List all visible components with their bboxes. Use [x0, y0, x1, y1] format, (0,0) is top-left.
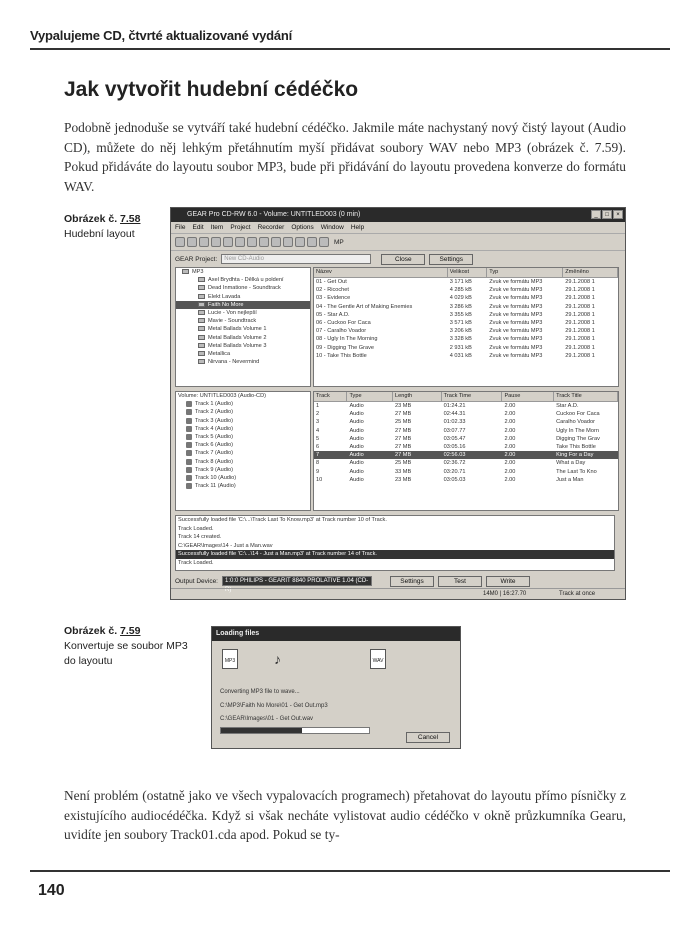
track-item-label: Track 8 (Audio) [195, 458, 234, 465]
file-cell: 29.1.2008 1 [565, 336, 595, 343]
track-item-label: Track 9 (Audio) [195, 466, 234, 473]
track-cell: 10 [316, 476, 323, 483]
track-cell: 27 MB [395, 411, 412, 418]
file-cell: Zvuk ve formátu MP3 [489, 328, 543, 335]
file-cell: 08 - Ugly In The Morning [316, 336, 378, 343]
tree-item-label: Faith No More [208, 301, 244, 308]
progress-fill [221, 728, 302, 733]
file-cell: 05 - Star A.D. [316, 311, 350, 318]
track-cell: 5 [316, 435, 320, 442]
track-cell: 2.00 [504, 435, 516, 442]
file-row[interactable] [314, 311, 618, 319]
tree-item-label: Metal Ballads Volume 1 [208, 326, 267, 333]
page-number: 140 [38, 882, 65, 899]
menu-file[interactable]: File [175, 224, 186, 231]
tree-item[interactable] [176, 293, 310, 301]
track-cell: 1 [316, 403, 320, 409]
file-row[interactable] [314, 352, 618, 360]
track-cell: 23 MB [395, 403, 412, 409]
track-row[interactable] [314, 435, 618, 443]
file-cell: Zvuk ve formátu MP3 [489, 344, 543, 351]
output-row [175, 575, 619, 593]
track-cell: 9 [316, 468, 320, 475]
tree-item[interactable] [176, 284, 310, 292]
folder-icon [198, 343, 205, 348]
file-cell: 29.1.2008 1 [565, 279, 595, 285]
folder-icon [198, 285, 205, 290]
track-cell: The Last To Kno [556, 468, 597, 475]
menu-item[interactable]: Item [210, 224, 224, 231]
menu-bar [171, 222, 625, 234]
new-icon[interactable] [175, 237, 185, 247]
log-line: Track Loaded. [178, 525, 214, 532]
gear-app-window [170, 207, 626, 600]
track-cell: What a Day [556, 460, 586, 467]
file-cell: 3 355 kB [449, 311, 472, 318]
print-icon[interactable] [211, 237, 221, 247]
log-line: Track 14 created. [178, 534, 222, 540]
track-column-header[interactable]: Pause [502, 392, 554, 401]
track-cell: 7 [316, 452, 320, 459]
track-item-label: Track 4 (Audio) [195, 425, 234, 432]
tree-item[interactable] [176, 301, 310, 309]
track-cell: 2.00 [504, 427, 516, 434]
track-item[interactable] [176, 474, 310, 482]
track-cell: Audio [349, 403, 364, 409]
track-item[interactable] [176, 417, 310, 425]
track-cell: 8 [316, 460, 320, 467]
track-cell: Ugly In The Morn [556, 427, 599, 434]
tree-item-label: Dead Inmatione - Soundtrack [208, 285, 281, 292]
open-icon[interactable] [187, 237, 197, 247]
file-cell: Zvuk ve formátu MP3 [489, 295, 543, 302]
menu-project[interactable]: Project [230, 224, 251, 231]
audio-track-icon [186, 475, 192, 481]
track-cell: 02:36.72 [443, 460, 466, 467]
cut-icon[interactable] [223, 237, 233, 247]
track-column-header[interactable]: Track [314, 392, 347, 401]
file-cell: Zvuk ve formátu MP3 [489, 311, 543, 318]
track-row[interactable] [314, 476, 618, 484]
folder-icon [198, 294, 205, 299]
tree-item[interactable] [176, 358, 310, 366]
track-cell: 2.00 [504, 452, 516, 459]
track-column-header[interactable]: Track Time [442, 392, 503, 401]
track-cell: 2.00 [504, 411, 516, 418]
track-row[interactable] [314, 410, 618, 418]
file-cell: 29.1.2008 1 [565, 344, 595, 351]
status-mode: Track at once [559, 591, 596, 597]
track-tree [175, 391, 311, 511]
track-cell: 03:05.16 [443, 443, 466, 450]
folder-icon [198, 302, 205, 307]
wav-file-icon [370, 649, 386, 669]
paragraph-continued: Není problém (ostatně jako ve všech vypalovacích programech) přetahovat do layoutu přímo písničky z existujícího audiocédéčka. Když si však necháte vylistovat audio cédéčko v okně průzkumníka Gearu, uvidíte jen soubory Track01.cda apod. Pokud se ty- [64, 788, 626, 842]
maximize-icon[interactable]: □ [602, 210, 612, 219]
log-pane [175, 515, 615, 571]
tree-item[interactable] [176, 350, 310, 358]
audio-track-icon [186, 418, 192, 424]
track-row[interactable] [314, 418, 618, 426]
track-cell: 27 MB [395, 443, 412, 450]
project-label: GEAR Project: [175, 255, 218, 263]
track-cell: 03:20.71 [443, 468, 466, 475]
track-item-label: Track 7 (Audio) [195, 450, 234, 457]
track-cell: 23 MB [395, 476, 412, 483]
properties-icon[interactable] [307, 237, 317, 247]
folder-icon [198, 318, 205, 323]
track-cell: 2.00 [504, 476, 516, 483]
file-cell: Zvuk ve formátu MP3 [489, 319, 543, 326]
output-device-select[interactable]: 1:0:0 PHILIPS - GEARIT 8840 PROLATIVE 1.04 (CD-R) [222, 576, 372, 586]
audio-track-icon [186, 434, 192, 440]
erase-icon[interactable] [283, 237, 293, 247]
track-cell: 33 MB [395, 468, 412, 475]
audio-track-icon [186, 450, 192, 456]
tree-item-label: Nirvana - Nevermind [208, 359, 260, 366]
log-line: C:\GEAR\Images\14 - Just a Man.wav [178, 542, 273, 549]
track-list [313, 391, 619, 511]
tree-item[interactable] [176, 317, 310, 325]
menu-window[interactable]: Window [320, 224, 344, 231]
file-cell: 10 - Take This Bottle [316, 352, 367, 359]
track-cell: Caralho Voador [556, 419, 595, 426]
track-item[interactable] [176, 449, 310, 457]
track-cell: 02:44.31 [443, 411, 466, 418]
track-cell: Audio [349, 476, 364, 483]
file-row[interactable] [314, 286, 618, 294]
track-cell: 27 MB [395, 435, 412, 442]
track-cell: Audio [349, 443, 364, 450]
tree-item-label: MP3 [192, 269, 204, 275]
audio-track-icon [186, 483, 192, 489]
track-cell: Just a Man [556, 476, 584, 483]
tree-item-label: Metal Ballads Volume 2 [208, 334, 267, 341]
folder-icon [198, 359, 205, 364]
folder-icon [182, 269, 189, 274]
track-item-label: Track 1 (Audio) [195, 401, 234, 408]
track-cell: 4 [316, 427, 320, 434]
audio-track-icon [186, 459, 192, 465]
file-column-header[interactable]: Název [314, 268, 448, 277]
file-cell: Zvuk ve formátu MP3 [489, 336, 543, 343]
file-cell: 29.1.2008 1 [565, 311, 595, 318]
file-cell: 3 171 kB [449, 279, 472, 285]
source-path: C:\MP3\Faith No More\01 - Get Out.mp3 [220, 703, 328, 709]
track-row[interactable] [314, 402, 618, 410]
tree-item-label: Metal Ballads Volume 3 [208, 342, 267, 349]
running-header: Vypalujeme CD, čtvrté aktualizované vydání [30, 28, 293, 43]
file-cell: Zvuk ve formátu MP3 [489, 303, 543, 310]
track-cell: Audio [349, 435, 364, 442]
save-icon[interactable] [199, 237, 209, 247]
audio-track-icon [186, 426, 192, 432]
audio-track-icon [186, 467, 192, 473]
track-row[interactable] [314, 468, 618, 476]
tree-item-label: Elekt Lavada [208, 293, 241, 300]
copy-icon[interactable] [235, 237, 245, 247]
progress-message: Converting MP3 file to wave... [220, 689, 300, 695]
tree-item-label: Axel Brydhta - Dělká u poldení [208, 277, 284, 284]
tree-item-label: Mavie - Soundtrack [208, 318, 257, 325]
minimize-icon[interactable]: _ [591, 210, 601, 219]
wav-icon-label: WAV [372, 658, 384, 664]
tree-item[interactable] [176, 342, 310, 350]
file-cell: 04 - The Gentle Art of Making Enemies [316, 303, 413, 310]
track-cell: 01:02.33 [443, 419, 466, 426]
file-cell: 3 286 kB [449, 303, 472, 310]
close-button[interactable]: Close [381, 254, 425, 265]
write-button[interactable]: Write [486, 576, 530, 587]
track-row[interactable] [314, 459, 618, 467]
file-cell: 4 285 kB [449, 287, 472, 294]
track-cell: Audio [349, 427, 364, 434]
project-combo[interactable]: New CD-Audio [221, 254, 371, 264]
mp3-file-icon [222, 649, 238, 669]
header-rule [30, 48, 670, 50]
track-item-label: Track 3 (Audio) [195, 417, 234, 424]
paragraph-intro: Podobně jednoduše se vytváří také hudební cédéčko. Jakmile máte nachystaný nový čistý layout (Audio CD), můžete do něj lehkým přetáhnutím myší přidávat soubory WAV nebo MP3 (obrázek č. 7.59). Pokud přidáváte do layoutu soubor MP3, bude při přidávání do layoutu provedena konverze do formátu WAV. [64, 120, 626, 194]
track-item-label: Track 10 (Audio) [195, 474, 237, 481]
file-cell: Zvuk ve formátu MP3 [489, 287, 543, 294]
tree-item[interactable] [176, 268, 310, 276]
file-cell: 4 029 kB [449, 295, 472, 302]
close-icon[interactable]: × [613, 210, 623, 219]
track-item-label: Track 2 (Audio) [195, 409, 234, 416]
volume-item[interactable]: Volume: UNTITLED003 (Audio-CD) [178, 393, 266, 399]
project-row [171, 251, 625, 267]
paste-icon[interactable] [247, 237, 257, 247]
track-item[interactable] [176, 408, 310, 416]
file-cell: Zvuk ve formátu MP3 [489, 352, 543, 359]
file-row[interactable] [314, 294, 618, 302]
device-settings-button[interactable]: Settings [390, 576, 434, 587]
file-column-header[interactable]: Typ [487, 268, 563, 277]
audio-track-icon [186, 442, 192, 448]
file-cell: 06 - Cuckoo For Caca [316, 319, 371, 326]
figure-caption-text: Hudební layout [64, 228, 135, 240]
track-cell: 27 MB [395, 452, 412, 459]
progress-bar [220, 727, 370, 734]
folder-icon [198, 310, 205, 315]
disc-icon[interactable] [259, 237, 269, 247]
file-cell: 29.1.2008 1 [565, 303, 595, 310]
track-item[interactable] [176, 425, 310, 433]
file-row[interactable] [314, 344, 618, 352]
audio-track-icon [186, 409, 192, 415]
tree-item-label: Metallica [208, 350, 231, 357]
tree-item-label: Lucie - Von nejlepší [208, 309, 257, 316]
file-cell: 29.1.2008 1 [565, 287, 595, 294]
folder-icon [198, 351, 205, 356]
file-row[interactable] [314, 278, 618, 286]
track-row[interactable] [314, 443, 618, 451]
folder-icon [198, 335, 205, 340]
track-cell: 2.00 [504, 419, 516, 426]
track-cell: 2 [316, 411, 320, 418]
file-cell: 09 - Digging The Grave [316, 344, 375, 351]
loading-dialog [211, 626, 461, 749]
file-cell: 29.1.2008 1 [565, 328, 595, 335]
track-column-header[interactable]: Length [393, 392, 442, 401]
track-cell: 6 [316, 443, 320, 450]
figure-caption-text: Konvertuje se soubor MP3 do layoutu [64, 640, 188, 667]
window-titlebar [171, 208, 625, 222]
track-item-label: Track 5 (Audio) [195, 433, 234, 440]
menu-recorder[interactable]: Recorder [257, 224, 285, 231]
toolbar-label: MP [334, 238, 344, 246]
file-row[interactable] [314, 319, 618, 327]
track-column-header[interactable]: Type [347, 392, 393, 401]
track-cell: 2.00 [504, 460, 516, 467]
track-cell: 03:05.03 [443, 476, 466, 483]
cancel-button[interactable]: Cancel [406, 732, 450, 743]
file-cell: 29.1.2008 1 [565, 319, 595, 326]
tree-item[interactable] [176, 309, 310, 317]
section-title: Jak vytvořit hudební cédéčko [64, 78, 359, 101]
menu-help[interactable]: Help [350, 224, 365, 231]
file-row[interactable] [314, 303, 618, 311]
log-line: Successfully loaded file 'C:\...\14 - Just a Man.mp3' at Track number 14 of Track. [176, 550, 614, 559]
track-item[interactable] [176, 400, 310, 408]
window-title: GEAR Pro CD-RW 6.0 - Volume: UNTITLED003 (0 min) [187, 211, 361, 218]
file-cell: 2 931 kB [449, 344, 472, 351]
track-item[interactable] [176, 482, 310, 490]
log-line: Track Loaded. [178, 559, 214, 566]
folder-icon [198, 326, 205, 331]
track-item[interactable] [176, 458, 310, 466]
mp3-icon-label: MP3 [224, 658, 236, 664]
track-item-label: Track 11 (Audio) [195, 483, 236, 490]
tree-item[interactable] [176, 276, 310, 284]
track-item-label: Track 6 (Audio) [195, 442, 234, 449]
track-cell: 27 MB [395, 427, 412, 434]
figure-label-prefix: Obrázek č. [64, 213, 118, 225]
track-item[interactable] [176, 433, 310, 441]
tree-item[interactable] [176, 325, 310, 333]
track-cell: 02:56.03 [443, 452, 466, 459]
log-line: Successfully loaded file 'C:\...\Track Last To Know.mp3' at Track number 10 of Track. [178, 517, 387, 523]
track-cell: Audio [349, 452, 364, 459]
footer-rule [30, 870, 670, 872]
file-cell: 02 - Ricochet [316, 287, 349, 294]
track-cell: 01:24.21 [443, 403, 466, 409]
track-cell: King For a Day [556, 452, 594, 459]
figure-number: 7.59 [120, 625, 141, 637]
track-cell: Audio [349, 419, 364, 426]
track-cell: Audio [349, 411, 364, 418]
dialog-title: Loading files [216, 630, 260, 637]
track-cell: Take This Bottle [556, 443, 596, 450]
file-row[interactable] [314, 327, 618, 335]
file-row[interactable] [314, 335, 618, 343]
audio-track-icon [186, 401, 192, 407]
track-item[interactable] [176, 441, 310, 449]
file-cell: 3 206 kB [449, 328, 472, 335]
file-cell: 07 - Caralho Voador [316, 328, 367, 335]
dialog-titlebar [212, 627, 460, 641]
folder-tree [175, 267, 311, 387]
menu-options[interactable]: Options [291, 224, 314, 231]
figure-label-prefix: Obrázek č. [64, 625, 118, 637]
test-button[interactable]: Test [438, 576, 482, 587]
record-icon[interactable] [271, 237, 281, 247]
file-cell: 3 571 kB [449, 319, 472, 326]
figure-caption-1 [64, 212, 164, 242]
output-label: Output Device: [175, 577, 218, 585]
settings-button[interactable]: Settings [429, 254, 473, 265]
file-cell: 03 - Evidence [316, 295, 351, 302]
track-cell: 03:05.47 [443, 435, 466, 442]
track-cell: 3 [316, 419, 320, 426]
file-cell: 29.1.2008 1 [565, 295, 595, 302]
file-cell: 4 031 kB [449, 352, 472, 359]
figure-caption-2 [64, 624, 194, 669]
target-path: C:\GEAR\Images\01 - Get Out.wav [220, 716, 314, 722]
file-column-header[interactable]: Změněno [563, 268, 618, 277]
menu-edit[interactable]: Edit [192, 224, 204, 231]
help-icon[interactable] [319, 237, 329, 247]
toolbar [171, 234, 625, 251]
track-cell: Cuckoo For Caca [556, 411, 600, 418]
track-cell: Audio [349, 460, 364, 467]
file-cell: Zvuk ve formátu MP3 [489, 279, 543, 285]
file-cell: 29.1.2008 1 [565, 352, 595, 359]
track-cell: 2.00 [504, 403, 516, 409]
track-item[interactable] [176, 466, 310, 474]
track-row[interactable] [314, 427, 618, 435]
zoom-icon[interactable] [295, 237, 305, 247]
track-column-header[interactable]: Track Title [554, 392, 618, 401]
figure-number: 7.58 [120, 213, 141, 225]
track-cell: 03:07.77 [443, 427, 466, 434]
track-cell: Audio [349, 468, 364, 475]
music-note-icon: ♪ [274, 651, 281, 667]
file-cell: 01 - Get Out [316, 279, 347, 285]
track-cell: 2.00 [504, 468, 516, 475]
tree-item[interactable] [176, 334, 310, 342]
track-row[interactable] [314, 451, 618, 459]
track-cell: Digging The Grav [556, 435, 600, 442]
status-bar [171, 588, 625, 599]
track-cell: 25 MB [395, 460, 412, 467]
file-cell: 3 328 kB [449, 336, 472, 343]
track-cell: 2.00 [504, 443, 516, 450]
file-column-header[interactable]: Velikost [448, 268, 488, 277]
file-list [313, 267, 619, 387]
track-cell: 25 MB [395, 419, 412, 426]
status-time: 14M0 | 16:27.70 [483, 591, 527, 597]
folder-icon [198, 277, 205, 282]
track-cell: Star A.D. [556, 403, 579, 409]
